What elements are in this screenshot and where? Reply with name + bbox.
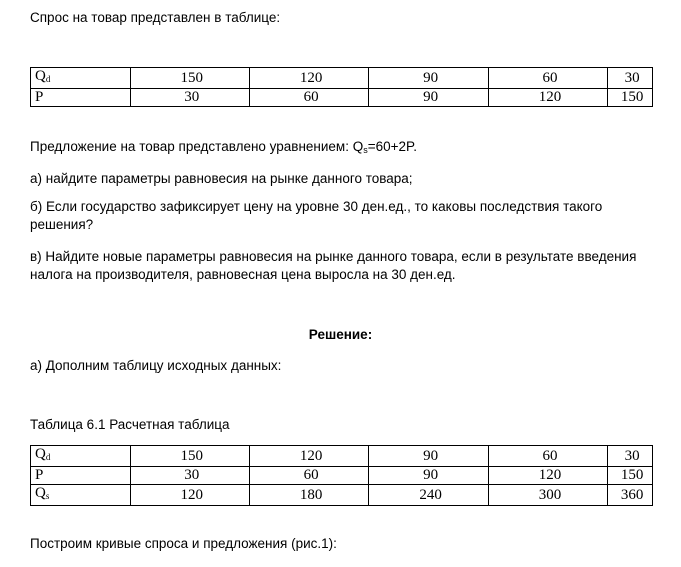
table-cell: 300 bbox=[488, 485, 607, 506]
table-cell: 90 bbox=[369, 467, 488, 485]
table-cell: 120 bbox=[488, 467, 607, 485]
table-row bbox=[31, 467, 653, 485]
row-label: $Q_s$ bbox=[31, 485, 131, 506]
step-a-text: а) Дополним таблицу исходных данных: bbox=[30, 358, 282, 373]
table-cell: 120 bbox=[130, 485, 249, 506]
calculation-table bbox=[30, 445, 653, 506]
table-row bbox=[31, 446, 653, 467]
table-cell: 150 bbox=[130, 446, 249, 467]
demand-table bbox=[30, 67, 653, 107]
row-label: P bbox=[31, 467, 131, 485]
table-cell: 30 bbox=[130, 467, 249, 485]
table-cell: 120 bbox=[249, 446, 368, 467]
table-row bbox=[31, 485, 653, 506]
row-label: $Q_d$ bbox=[31, 68, 131, 89]
table-cell: 60 bbox=[488, 68, 607, 89]
supply-equation: Предложение на товар представлено уравнением: $Q_s=60+2P$. bbox=[30, 139, 418, 155]
task-a: а) найдите параметры равновесия на рынке данного товара; bbox=[30, 171, 413, 186]
task-b-line2: решения? bbox=[30, 217, 94, 232]
table-cell: 240 bbox=[369, 485, 488, 506]
intro-text: Спрос на товар представлен в таблице: bbox=[30, 10, 281, 25]
table2-caption: Таблица 6.1 Расчетная таблица bbox=[30, 417, 230, 432]
table-cell: 30 bbox=[608, 68, 653, 89]
row-label: P bbox=[31, 89, 131, 107]
table-row bbox=[31, 89, 653, 107]
table-cell: 30 bbox=[608, 446, 653, 467]
table-cell: 120 bbox=[488, 89, 607, 107]
task-c-line2: налога на производителя, равновесная цена выросла на 30 ден.ед. bbox=[30, 267, 456, 282]
table-cell: 150 bbox=[608, 467, 653, 485]
table-cell: 150 bbox=[130, 68, 249, 89]
table-cell: 90 bbox=[369, 446, 488, 467]
table-cell: 60 bbox=[249, 467, 368, 485]
table-cell: 30 bbox=[130, 89, 249, 107]
row-label: $Q_d$ bbox=[31, 446, 131, 467]
solution-heading: Решение: bbox=[308, 327, 373, 342]
final-line: Построим кривые спроса и предложения (рис.1): bbox=[30, 536, 337, 551]
table-cell: 60 bbox=[249, 89, 368, 107]
table-cell: 150 bbox=[608, 89, 653, 107]
table-cell: 90 bbox=[369, 68, 488, 89]
table-cell: 360 bbox=[608, 485, 653, 506]
table-cell: 60 bbox=[488, 446, 607, 467]
table-cell: 180 bbox=[249, 485, 368, 506]
table-cell: 120 bbox=[249, 68, 368, 89]
table-row bbox=[31, 68, 653, 89]
table-cell: 90 bbox=[369, 89, 488, 107]
task-b-line1: б) Если государство зафиксирует цену на уровне 30 ден.ед., то каковы последствия такого bbox=[30, 199, 603, 214]
task-c-line1: в) Найдите новые параметры равновесия на рынке данного товара, если в результате введения bbox=[30, 249, 637, 264]
